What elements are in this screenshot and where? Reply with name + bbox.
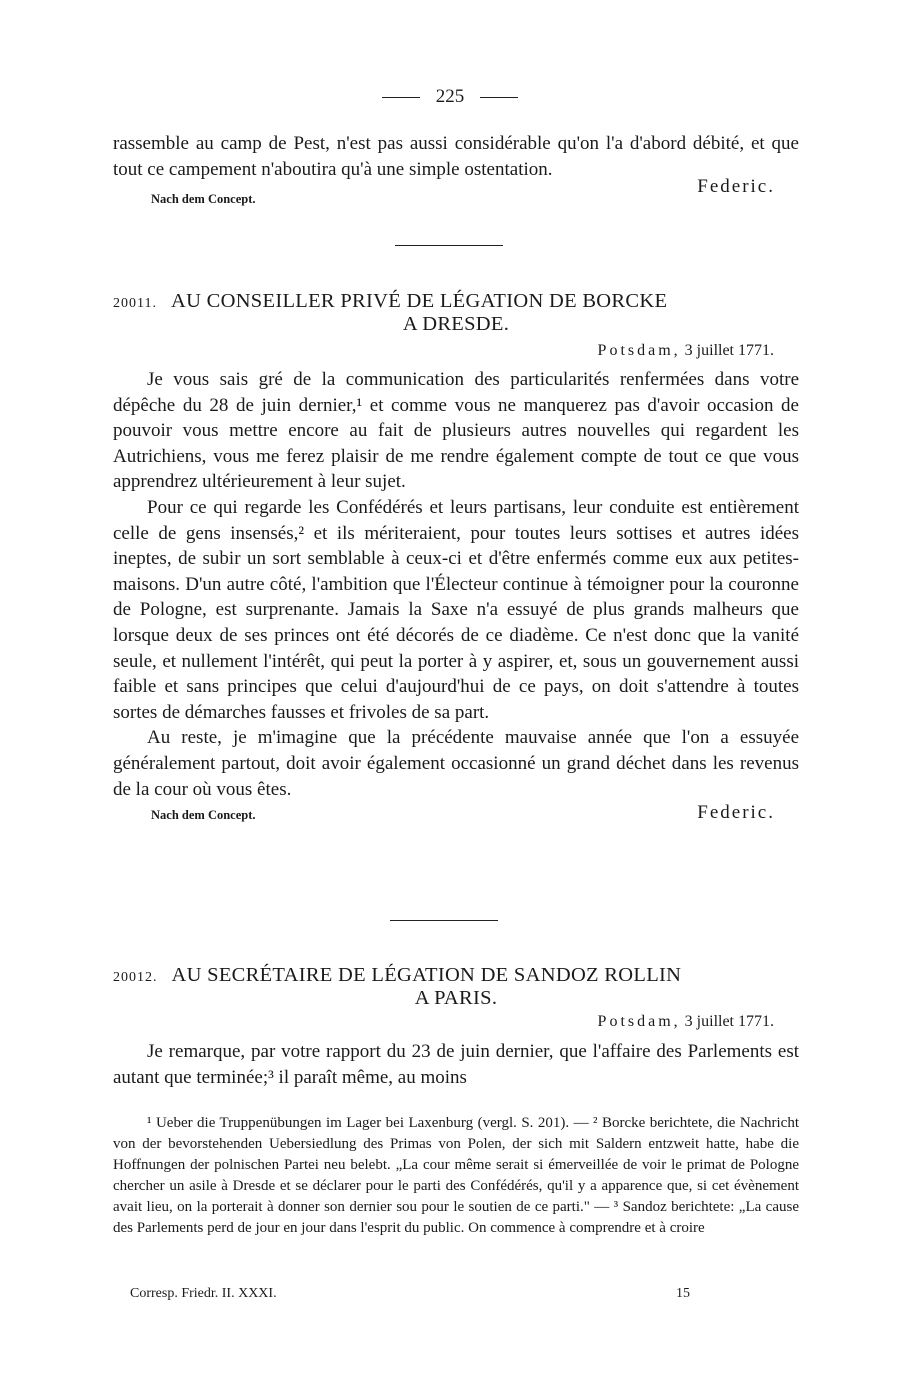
letter2-number: 20012. — [113, 970, 158, 985]
letter1-body — [113, 367, 799, 828]
letter1-title-line1: AU CONSEILLER PRIVÉ DE LÉGATION DE BORCKE — [170, 290, 668, 312]
intro-signature-row — [113, 176, 799, 207]
letter2-body — [113, 1039, 799, 1090]
letter2-paragraph-1: Je remarque, par votre rapport du 23 de juin dernier, que l'affaire des Parlements est autant que terminée;³ il paraît même, au moins — [113, 1041, 799, 1088]
section-divider — [395, 245, 503, 246]
page-number: 225 — [435, 86, 465, 107]
footer-series: Corresp. Friedr. II. XXXI. — [130, 1286, 277, 1301]
letter2-dateline — [598, 1013, 774, 1031]
letter1-title — [113, 290, 799, 336]
page-footer — [130, 1286, 690, 1302]
letter1-signature-row — [113, 802, 799, 828]
intro-signature: Federic. — [697, 176, 775, 198]
intro-section — [113, 131, 799, 206]
letter1-title-line2: A DRESDE. — [402, 313, 510, 335]
letter1-paragraph-1: Je vous sais gré de la communication des particularités renfermées dans votre dépêche du 28 de juin dernier,¹ et comme vous ne manquerez pas d'avoir occasion de pouvoir vous mettre encore au fait de plusieurs autres nouvelles qui regardent les Autrichiens, vous me ferez plaisir de me rendre également compte de tout ce que vous apprendrez ultérieurement à leur sujet. — [113, 369, 799, 493]
letter1-dateline — [598, 342, 774, 360]
footnotes-text: ¹ Ueber die Truppenübungen im Lager bei Laxenburg (vergl. S. 201). — ² Borcke berichtete, die Nachricht von der bevorstehenden Uebersiedlung des Primas von Polen, der sich mit Saldern entzweit hatte, habe die Hoffnungen der polnischen Partei neu belebt. „La cour même serait si émerveillée de voir le primat de Pologne chercher un asile à Dresde et se déclarer pour le parti des Confédérés, qu'il y a apparence que, si cet évènement avait lieu, on la porterait à donner son dernier sou pour le soutien de ce parti." — ³ Sandoz berichtete: „La cause des Parlements perd de jour en jour dans l'esprit du public. On commence à comprendre et à croire — [113, 1115, 799, 1236]
header-dash-left — [382, 97, 420, 98]
letter1-paragraph-2: Pour ce qui regarde les Confédérés et leurs partisans, leur conduite est entièrement celle de gens insensés,² et ils mériteraient, pour toutes leurs sottises et autres idées ineptes, de subir un sort semblable à ceux-ci et d'être enfermés comme eux aux petites-maisons. D'un autre côté, l'ambition que l'Électeur continue à témoigner pour la couronne de Pologne, est surprenante. Jamais la Saxe n'a essuyé de plus grands malheurs que lorsque deux de ses princes ont été décorés de ce diadème. Ce n'est donc que la vanité seule, et nullement l'intérêt, qui peut la porter à y aspirer, et, sous un gouvernement aussi faible et sans principes que celui d'aujourd'hui de ce pays, on doit s'attendre à toutes sortes de démarches fausses et frivoles de sa part. — [113, 496, 799, 723]
letter2-title — [113, 964, 799, 1010]
letter1-signature: Federic. — [697, 802, 775, 824]
section-divider-2 — [390, 920, 498, 921]
letter1-date: 3 juillet 1771. — [684, 342, 774, 359]
header-dash-right — [480, 97, 518, 98]
letter2-date: 3 juillet 1771. — [684, 1013, 774, 1030]
letter1-place: Potsdam, — [597, 342, 681, 359]
letter2-place: Potsdam, — [597, 1013, 681, 1030]
letter1-number: 20011. — [113, 296, 157, 311]
footnotes — [113, 1113, 799, 1239]
footer-signature-mark: 15 — [676, 1286, 690, 1301]
letter2-title-line1: AU SECRÉTAIRE DE LÉGATION DE SANDOZ ROLLIN — [171, 964, 682, 986]
intro-text: rassemble au camp de Pest, n'est pas aussi considérable qu'on l'a d'abord débité, et que tout ce campement n'aboutira qu'à une simple ostentation. — [113, 133, 799, 180]
letter1-concept-note: Nach dem Concept. — [151, 808, 256, 823]
intro-concept-note: Nach dem Concept. — [151, 192, 256, 207]
letter2-title-line2: A PARIS. — [414, 987, 498, 1009]
letter1-paragraph-3: Au reste, je m'imagine que la précédente mauvaise année que l'on a essuyée généralement partout, doit avoir également occasionné un grand déchet dans les revenus de la cour où vous êtes. — [113, 727, 799, 800]
page-header — [0, 86, 900, 108]
